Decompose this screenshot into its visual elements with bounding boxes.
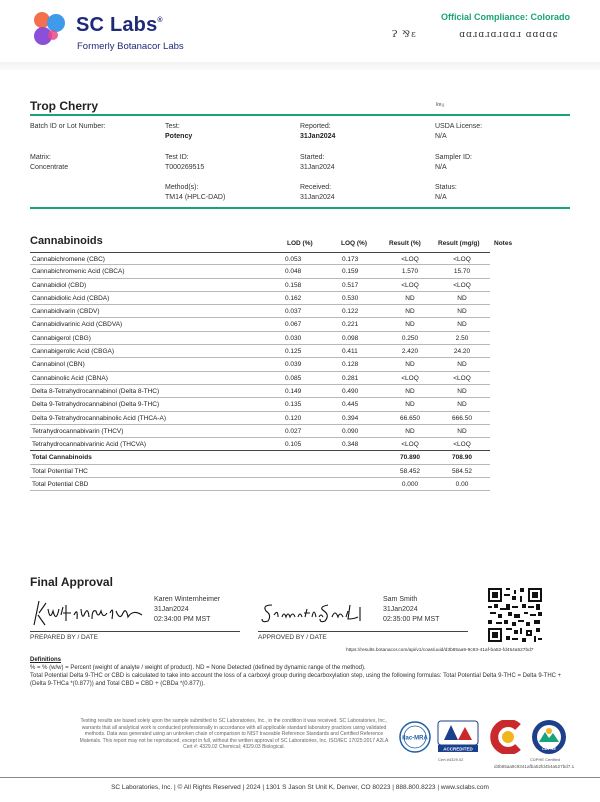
prepared-by-caption: PREPARED BY / DATE	[30, 634, 98, 641]
table-row: Cannabichromene (CBC) 0.053 0.173 <LOQ <LOQ	[30, 252, 490, 265]
received-value: 31Jan2024	[300, 194, 335, 201]
table-row: Cannabidiolic Acid (CBDA) 0.162 0.530 ND ND	[30, 292, 490, 305]
method-label: Method(s):	[165, 184, 199, 191]
total-row: Total Potential THC 58.452 584.52	[30, 465, 490, 478]
table-row: Delta 9-Tetrahydrocannabinol (Delta 9-THC) 0.135 0.445 ND ND	[30, 398, 490, 411]
col-loq: LOQ (%)	[341, 240, 367, 247]
method-block	[165, 183, 225, 203]
signer1-time: 02:34:00 PM MST	[154, 616, 211, 623]
cdphe-certified: CDPHE Certified	[530, 757, 561, 762]
signer1-rule	[30, 631, 240, 632]
sampler-label: Sampler ID:	[435, 154, 472, 161]
reported-label: Reported:	[300, 123, 331, 130]
sc-labs-logo-icon	[30, 10, 70, 46]
signer2-rule	[258, 631, 468, 632]
sampler-value: N/A	[435, 164, 447, 171]
definitions-line1: % = % (w/w) = Percent (weight of analyte / weight of product). ND = None Detected (defined by dynamic range of the method).	[30, 665, 366, 671]
meta-rule	[30, 207, 570, 209]
table-row: Cannabidiol (CBD) 0.158 0.517 <LOQ <LOQ	[30, 279, 490, 292]
final-approval-title: Final Approval	[30, 575, 113, 589]
usda-label: USDA License:	[435, 123, 483, 130]
received-block	[300, 183, 335, 203]
brand-formerly: Formerly Botanacor Labs	[77, 41, 184, 52]
signer1-date: 31Jan2024	[154, 606, 189, 613]
accreditation-badges	[398, 718, 575, 769]
sampler-block	[435, 153, 472, 173]
table-row: Delta 8-Tetrahydrocannabinol (Delta 8-THC) 0.149 0.490 ND ND	[30, 385, 490, 398]
test-label: Test:	[165, 123, 180, 130]
status-block	[435, 183, 457, 203]
usda-value: N/A	[435, 133, 447, 140]
brand-name: SC Labs®	[76, 14, 163, 36]
table-row: Cannabidivarin (CBDV) 0.037 0.122 ND ND	[30, 305, 490, 318]
testid-block	[165, 153, 204, 173]
sample-name: Trop Cherry	[30, 99, 99, 113]
colorado-badge-icon	[488, 720, 524, 754]
table-row: Tetrahydrocannabivarinic Acid (THCVA) 0.105 0.348 <LOQ <LOQ	[30, 438, 490, 451]
sample-mark: ƙɐ¡¡	[436, 102, 445, 108]
table-row: Cannabinolic Acid (CBNA) 0.085 0.281 <LOQ <LOQ	[30, 372, 490, 385]
cannabinoids-title: Cannabinoids	[30, 235, 103, 247]
col-lod: LOD (%)	[287, 240, 313, 247]
table-row: Cannabigerolic Acid (CBGA) 0.125 0.411 2.420 24.20	[30, 345, 490, 358]
received-label: Received:	[300, 184, 332, 191]
signer1-info	[154, 595, 220, 625]
signer2-time: 02:35:00 PM MST	[383, 616, 440, 623]
matrix-value: Concentrate	[30, 164, 69, 171]
testid-value: T000269515	[165, 164, 205, 171]
header-divider	[0, 62, 600, 70]
batch-block	[30, 122, 105, 132]
reported-value: 31Jan2024	[300, 133, 336, 140]
test-value: Potency	[165, 133, 193, 140]
reported-block	[300, 122, 335, 142]
compliance-label: Official Compliance: Colorado	[440, 12, 570, 22]
cert-number: Cert #4329.02	[438, 757, 464, 762]
status-value: N/A	[435, 194, 447, 201]
col-notes: Notes	[494, 240, 513, 247]
started-value: 31Jan2024	[300, 164, 335, 171]
total-row: Total Cannabinoids 70.890 708.90	[30, 451, 490, 464]
matrix-block	[30, 153, 68, 173]
definitions	[30, 656, 575, 688]
testid-label: Test ID:	[165, 154, 189, 161]
method-value: TM14 (HPLC-DAD)	[165, 194, 226, 201]
batch-label: Batch ID or Lot Number:	[30, 123, 106, 130]
table-row: Cannabinol (CBN) 0.039 0.128 ND ND	[30, 358, 490, 371]
test-block	[165, 122, 192, 142]
cannabinoid-table	[30, 252, 490, 491]
handwritten-marks: Ɂ ⅋ɛ ɑɑɹɑɹɑɹɑɑɹ ɑɑɑɑɕ	[392, 30, 559, 40]
table-row: Tetrahydrocannabivarin (THCV) 0.027 0.090 ND ND	[30, 425, 490, 438]
signer2-date: 31Jan2024	[383, 606, 418, 613]
signer2-info	[383, 595, 439, 625]
matrix-label: Matrix:	[30, 154, 51, 161]
disclaimer: Testing results are based solely upon the sample submitted to SC Laboratories, Inc., in the condition it was received. SC Laboratories, Inc., warrants that all analytical work is conducted professionally in accordance with all applicable standard laboratory practices using validated methods. Data was generated using an unbroken chain of comparison to NIST traceable Reference Standards and Certified Reference Materials. This report may not be reproduced, except in full, without the written approval of SC Laboratories, Inc. ISO/IEC 17025:2017 A2LA Cert #: 4329.02 Chemical; 4329.03 Biological.	[79, 718, 389, 751]
title-rule	[30, 114, 570, 116]
svg-text:ilac-MRA: ilac-MRA	[402, 735, 428, 742]
svg-text:CDPHE: CDPHE	[541, 746, 557, 751]
total-row: Total Potential CBD 0.000 0.00	[30, 478, 490, 491]
status-label: Status:	[435, 184, 457, 191]
table-row: Cannabidivarinic Acid (CBDVA) 0.067 0.221 ND ND	[30, 318, 490, 331]
table-row: Cannabigerol (CBG) 0.030 0.098 0.250 2.50	[30, 332, 490, 345]
definitions-line2: Total Potential Delta 9-THC or CBD is calculated to take into account the loss of a carboxyl group during decarboxylation step, using the following formulas: Total Potential Delta 9-THC = Delta 9-THC + (Delta 9-THCa *(0.877)) and Total CBD = CBD + (CBDa *(0.877)).	[30, 673, 562, 687]
page-header	[0, 0, 600, 62]
cdphe-badge-icon	[530, 718, 568, 756]
signature-approved-icon	[258, 597, 376, 629]
svg-text:ACCREDITED: ACCREDITED	[443, 746, 473, 752]
ilac-mra-badge-icon	[398, 720, 432, 754]
col-result-pct: Result (%)	[389, 240, 421, 247]
qr-url[interactable]: https://results.botanacor.com/api/v1/coas/uuid/d3b85aa9-9c93-41af-ba52-fd454a527bd7	[346, 648, 534, 653]
a2la-accredited-badge-icon	[436, 720, 480, 754]
page-footer: SC Laboratories, Inc. | © All Rights Reserved | 2024 | 1301 S Jason St Unit K, Denver, CO 80223 | 888.800.8223 | www.sclabs.com	[0, 777, 600, 791]
qr-code-icon[interactable]	[488, 588, 542, 642]
signer2-name: Sam Smith	[383, 596, 418, 603]
signer1-name: Karen Winternheimer	[154, 596, 221, 603]
table-row: Cannabichromenic Acid (CBCA) 0.048 0.159 1.570 15.70	[30, 265, 490, 278]
signature-prepared-icon	[30, 595, 148, 631]
started-block	[300, 153, 335, 173]
approved-by-caption: APPROVED BY / DATE	[258, 634, 327, 641]
usda-block	[435, 122, 482, 142]
col-result-mg: Result (mg/g)	[438, 240, 480, 247]
table-row: Delta 9-Tetrahydrocannabinolic Acid (THCA-A) 0.120 0.394 66.650 666.50	[30, 412, 490, 425]
document-uuid: d3b85aa9c9341afba52fd454a527bd7.1	[494, 764, 575, 769]
definitions-heading: Definitions	[30, 657, 61, 663]
started-label: Started:	[300, 154, 325, 161]
